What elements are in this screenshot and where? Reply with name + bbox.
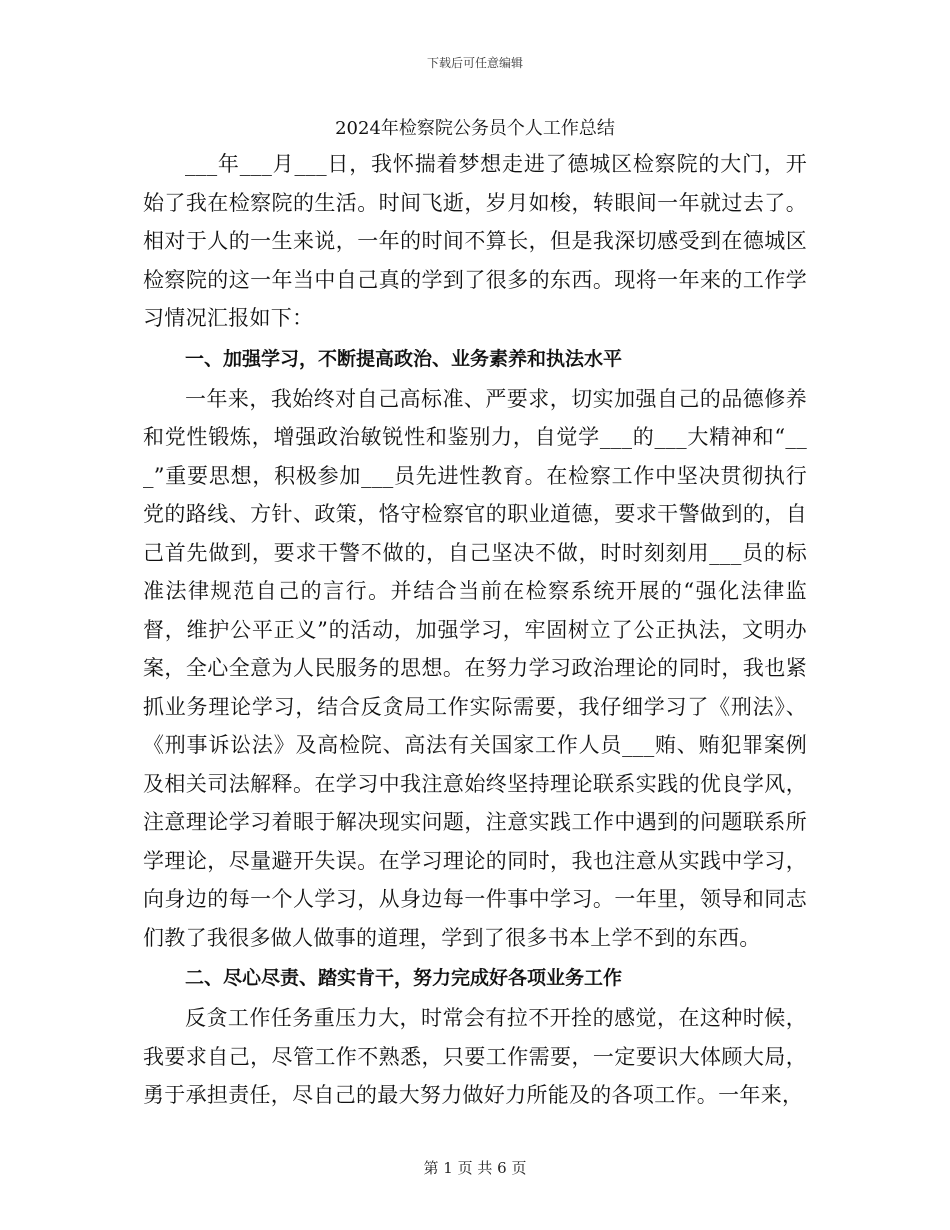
section-2-paragraph: 反贪工作任务重压力大，时常会有拉不开拴的感觉，在这种时候，我要求自己，尽管工作不熟悉，只要工作需要，一定要识大体顾大局，勇于承担责任，尽自己的最大努力做好力所能及的各项工作。一年来， <box>143 1006 807 1107</box>
header-note: 下载后可任意编辑 <box>426 56 523 70</box>
page-footer: 第 1 页 共 6 页 <box>423 1159 527 1177</box>
section-1-paragraph: 一年来，我始终对自己高标准、严要求，切实加强自己的品德修养和党性锻炼，增强政治敏锐性和鉴别力，自觉学___的___大精神和“___”重要思想，积极参加___员先进性教育。在检察工作中坚决贯彻执行党的路线、方针、政策，恪守检察官的职业道德，要求干警做到的，自己首先做到，要求干警不做的，自己坚决不做，时时刻刻用___员的标准法律规范自己的言行。并结合当前在检察系统开展的“强化法律监督，维护公平正义”的活动，加强学习，牢固树立了公正执法，文明办案，全心全意为人民服务的思想。在努力学习政治理论的同时，我也紧抓业务理论学习，结合反贪局工作实际需要，我仔细学习了《刑法》、《刑事诉讼法》及高检院、高法有关国家工作人员___贿、贿犯罪案例及相关司法解释。在学习中我注意始终坚持理论联系实践的优良学风，注意理论学习着眼于解决现实问题，注意实践工作中遇到的问题联系所学理论，尽量避开失误。在学习理论的同时，我也注意从实践中学习，向身边的每一个人学习，从身边每一件事中学习。一年里，领导和同志们教了我很多做人做事的道理，学到了很多书本上学不到的东西。 <box>143 386 807 950</box>
intro-paragraph: ___年___月___日，我怀揣着梦想走进了德城区检察院的大门，开始了我在检察院的生活。时间飞逝，岁月如梭，转眼间一年就过去了。相对于人的一生来说，一年的时间不算长，但是我深切感受到在德城区检察院的这一年当中自己真的学到了很多的东西。现将一年来的工作学习情况汇报如下： <box>143 152 807 330</box>
section-2-heading: 二、尽心尽责、踏实肯干，努力完成好各项业务工作 <box>185 967 623 989</box>
document-body <box>143 145 807 1115</box>
document-title: 2024年检察院公务员个人工作总结 <box>335 118 615 139</box>
section-1-heading: 一、加强学习，不断提高政治、业务素养和执法水平 <box>185 347 623 370</box>
